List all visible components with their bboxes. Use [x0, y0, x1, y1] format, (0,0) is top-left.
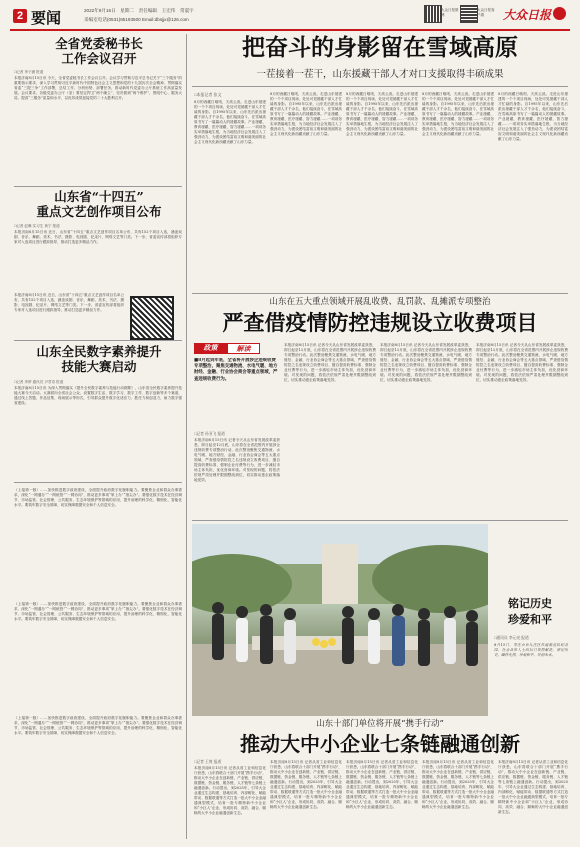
mid-intro: ■8月起到年底，全省将开展涉企违规收费专项整治，聚焦交通物流、水电气暖、地方财经、金融、行业协会商会等重点领域，严查违规收费行为。 — [194, 358, 278, 382]
page-number-badge: 2 — [13, 9, 27, 23]
lower-left-body-1: （上接第一版）……加快推进数字政府建设，全面提升政府数字化履职能力。要聚焦企业和群众办事需求，深化“一网通办”“一网统管”“一网协同”，推动更多事项“掌上办”“指尖办”。要强化数字技术在经济调节、市场监管、社会管理、公共服务、生态环境保护等领域的应用，提升治理的科学化、精细化、智能化水平。要筑牢数字安全屏障，切实保障数据安全和个人信息安全。 — [14, 488, 182, 507]
photo-caption-byline: □通讯员 李元亮 报道 — [494, 636, 529, 640]
masthead — [0, 0, 580, 30]
main-body-col4: 8月的西藏日喀则，天高云淡。走进山东援建的一个个项目现场，处处可见援藏干部人才忙碌的身影。自1995年以来，山东先后派出援藏干部人才千余名，他们接续奋斗，在雪域高原书写了一篇篇动人的援藏故事。产业援藏、教育援藏、医疗援藏、智力援藏……一项项务实举措落地生根，为当地经济社会发展注入了强劲动力，为建设团结富裕文明和谐美丽的社会主义现代化新西藏贡献了山东力量。 — [422, 92, 494, 136]
mid-body-col2: 本报济南8月15日讯 记者今天从山东省发展改革委获悉，即日起至12月底，山东将在全省范围内开展涉企违规收费专项整治行动。此次整治聚焦交通物流、水电气暖、地方财经、金融、行业协会商会等五大重点领域，严查借疫情防控之名违规设立收费项目、擅自提高收费标准、强制企业付费等行为，进一步减轻市场主体负担，优化营商环境。对发现的问题，将依法依规严肃处理并限期整改到位，切实推动惠企政策落地见效。 — [284, 343, 376, 382]
mid-section-rule — [192, 520, 568, 521]
story1-byline: □记者 李子涵 报道 — [14, 70, 44, 74]
memorial-scene-drawing — [192, 524, 488, 716]
mid-body-col1: 本报济南8月15日讯 记者今天从山东省发展改革委获悉，即日起至12月底，山东将在全省范围内开展涉企违规收费专项整治行动。此次整治聚焦交通物流、水电气暖、地方财经、金融、行业协会商会等五大重点领域，严查借疫情防控之名违规设立收费项目、擅自提高收费标准、强制企业付费等行为，进一步减轻市场主体负担，优化营商环境。对发现的问题，将依法依规严肃处理并限期整改到位，切实推动惠企政策落地见效。 — [194, 438, 280, 482]
main-subtitle: 一茬接着一茬干，山东援藏干部人才对口支援取得丰硕成果 — [256, 69, 504, 80]
bottom-body-col5: 本报济南8月15日讯 记者从省工业和信息化厅获悉，山东将联合十部门开展“携手行动”，推动大中小企业在创新链、产业链、供应链、数据链、资金链、服务链、人才链等七条链上融通创新。行动提出，到2025年，引导大企业通过生态构建、基地培育、内部孵化、赋能带动、数据联通等方式打造一批大中小企业融通典型模式，培育一批专精特新中小企业和“小巨人”企业，形成协同、高效、融合、顺畅的大中小企业融通创新生态。 — [498, 760, 568, 814]
qr-code-1-label: 大众日报微博 — [441, 8, 459, 17]
mid-byline: □记者 孙亚飞 报道 — [194, 432, 225, 436]
policy-tag-label-2: 解读 — [227, 343, 260, 354]
story2-rule — [14, 340, 182, 341]
mid-headline: 严查借疫情防控违规设立收费项目 — [222, 310, 538, 335]
bottom-headline: 推动大中小企业七条链融通创新 — [240, 732, 520, 756]
bottom-body-col3: 本报济南8月15日讯 记者从省工业和信息化厅获悉，山东将联合十部门开展“携手行动”，推动大中小企业在创新链、产业链、供应链、数据链、资金链、服务链、人才链等七条链上融通创新。行动提出，到2025年，引导大企业通过生态构建、基地培育、内部孵化、赋能带动、数据联通等方式打造一批大中小企业融通典型模式，培育一批专精特新中小企业和“小巨人”企业，形成协同、高效、融合、顺畅的大中小企业融通创新生态。 — [346, 760, 418, 809]
policy-tag-label: 政策 — [194, 343, 227, 354]
story1-body: 本报济南8月15日讯 今天，全省党委秘书长工作会议召开。会议学习贯彻习近平总书记关于“三个服务”的重要指示要求，深入学习贯彻习近平新时代中国特色社会主义思想和党的十九届历次全会精神，贯彻落实省委“三提三争”工作部署，总结工作、分析形势、部署任务，推动新时代党委办公厅系统工作高质量发展。会议要求，各级党委办公厅（室）要坚定捍卫“两个确立”、坚决做到“两个维护”，围绕中心、服务大局，提高“三服务”质量和水平，以优异成绩迎接党的二十大胜利召开。 — [14, 76, 182, 100]
story2-title: 山东省“十四五” 重点文艺创作项目公布 — [36, 189, 162, 219]
masthead-divider — [10, 29, 570, 31]
story2-byline: □记者 赵琳 实习生 黄宁 报道 — [14, 224, 60, 228]
story2-body-cont: 本报济南8月15日讯 近日，山东省“十四五”重点文艺创作项目名单公布，共有152个项目入选，涵盖戏剧、音乐、舞蹈、美术、书法、摄影、电视剧、纪录片、网络文艺等门类。下一步，省委宣传部将组织专家对入选项目进行跟踪指导，推动打造更多精品力作。 — [14, 293, 124, 312]
date-line: 2022年8月16日 星期二 责任编辑 王宏伟 常震宇 — [84, 8, 194, 13]
story3-rule — [14, 482, 182, 483]
memorial-photo — [192, 524, 488, 716]
bottom-body-col4: 本报济南8月15日讯 记者从省工业和信息化厅获悉，山东将联合十部门开展“携手行动”，推动大中小企业在创新链、产业链、供应链、数据链、资金链、服务链、人才链等七条链上融通创新。行动提出，到2025年，引导大企业通过生态构建、基地培育、内部孵化、赋能带动、数据联通等方式打造一批大中小企业融通典型模式，培育一批专精特新中小企业和“小巨人”企业，形成协同、高效、融合、顺畅的大中小企业融通创新生态。 — [422, 760, 494, 809]
qr-code-1 — [424, 5, 442, 23]
paper-logo: 大众日报 — [503, 8, 552, 22]
contact-line: 采编室电话(0531)85193500 Email:dbsjjx@126.com — [84, 17, 189, 22]
lower-left-body-2: （上接第一版）……加快推进数字政府建设，全面提升政府数字化履职能力。要聚焦企业和群众办事需求，深化“一网通办”“一网统管”“一网协同”，推动更多事项“掌上办”“指尖办”。要强化数字技术在经济调节、市场监管、社会管理、公共服务、生态环境保护等领域的应用，提升治理的科学化、精细化、智能化水平。要筑牢数字安全屏障，切实保障数据安全和个人信息安全。 — [14, 602, 182, 621]
lower-left-body-3: （上接第一版）……加快推进数字政府建设，全面提升政府数字化履职能力。要聚焦企业和群众办事需求，深化“一网通办”“一网统管”“一网协同”，推动更多事项“掌上办”“指尖办”。要强化数字技术在经济调节、市场监管、社会管理、公共服务、生态环境保护等领域的应用，提升治理的科学化、精细化、智能化水平。要筑牢数字安全屏障，切实保障数据安全和个人信息安全。 — [14, 716, 182, 735]
main-section-rule — [192, 293, 568, 294]
bottom-kicker: 山东十部门单位将开展“携手行动” — [316, 719, 444, 729]
story2-body: 本报济南8月15日讯 近日，山东省“十四五”重点文艺创作项目名单公布，共有152个项目入选，涵盖戏剧、音乐、舞蹈、美术、书法、摄影、电视剧、纪录片、网络文艺等门类。下一步，省委宣传部将组织专家对入选项目进行跟踪指导，推动打造更多精品力作。 — [14, 230, 182, 244]
qr-code-2 — [460, 5, 478, 23]
qr-code-2-label: 大众日报客户端 — [477, 8, 495, 17]
bottom-body-col2: 本报济南8月15日讯 记者从省工业和信息化厅获悉，山东将联合十部门开展“携手行动”，推动大中小企业在创新链、产业链、供应链、数据链、资金链、服务链、人才链等七条链上融通创新。行动提出，到2025年，引导大企业通过生态构建、基地培育、内部孵化、赋能带动、数据联通等方式打造一批大中小企业融通典型模式，培育一批专精特新中小企业和“小巨人”企业，形成协同、高效、融合、顺畅的大中小企业融通创新生态。 — [270, 760, 342, 809]
main-body-col2: 8月的西藏日喀则，天高云淡。走进山东援建的一个个项目现场，处处可见援藏干部人才忙碌的身影。自1995年以来，山东先后派出援藏干部人才千余名，他们接续奋斗，在雪域高原书写了一篇篇动人的援藏故事。产业援藏、教育援藏、医疗援藏、智力援藏……一项项务实举措落地生根，为当地经济社会发展注入了强劲动力，为建设团结富裕文明和谐美丽的社会主义现代化新西藏贡献了山东力量。 — [270, 92, 342, 136]
story1-title: 全省党委秘书长 工作会议召开 — [55, 36, 143, 66]
main-body-col3: 8月的西藏日喀则，天高云淡。走进山东援建的一个个项目现场，处处可见援藏干部人才忙碌的身影。自1995年以来，山东先后派出援藏干部人才千余名，他们接续奋斗，在雪域高原书写了一篇篇动人的援藏故事。产业援藏、教育援藏、医疗援藏、智力援藏……一项项务实举措落地生根，为当地经济社会发展注入了强劲动力，为建设团结富裕文明和谐美丽的社会主义现代化新西藏贡献了山东力量。 — [346, 92, 418, 136]
story3-byline: □记者 李梦 通讯员 尹君奇 报道 — [14, 380, 64, 384]
story3-title: 山东全民数字素养提升 技能大赛启动 — [36, 344, 162, 374]
story1-rule — [14, 186, 182, 187]
photo-caption-title: 铭记历史 珍爱和平 — [508, 597, 552, 626]
policy-tag — [194, 343, 260, 354]
main-body-col5: 8月的西藏日喀则，天高云淡。走进山东援建的一个个项目现场，处处可见援藏干部人才忙碌的身影。自1995年以来，山东先后派出援藏干部人才千余名，他们接续奋斗，在雪域高原书写了一篇篇动人的援藏故事。产业援藏、教育援藏、医疗援藏、智力援藏……一项项务实举措落地生根，为当地经济社会发展注入了强劲动力，为建设团结富裕文明和谐美丽的社会主义现代化新西藏贡献了山东力量。 — [498, 92, 568, 141]
bottom-body-col1: 本报济南8月15日讯 记者从省工业和信息化厅获悉，山东将联合十部门开展“携手行动”，推动大中小企业在创新链、产业链、供应链、数据链、资金链、服务链、人才链等七条链上融通创新。行动提出，到2025年，引导大企业通过生态构建、基地培育、内部孵化、赋能带动、数据联通等方式打造一批大中小企业融通典型模式，培育一批专精特新中小企业和“小巨人”企业，形成协同、高效、融合、顺畅的大中小企业融通创新生态。 — [194, 766, 266, 815]
photo-caption-body: 8月15日，枣庄市台儿庄区铁道游击队纪念园，社会各界人士向抗日英烈献花，铭记历史、缅怀先烈，珍爱和平、开创未来。 — [494, 643, 568, 657]
main-byline: □本报记者 张文 — [194, 92, 222, 97]
mid-body-col4: 本报济南8月15日讯 记者今天从山东省发展改革委获悉，即日起至12月底，山东将在全省范围内开展涉企违规收费专项整治行动。此次整治聚焦交通物流、水电气暖、地方财经、金融、行业协会商会等五大重点领域，严查借疫情防控之名违规设立收费项目、擅自提高收费标准、强制企业付费等行为，进一步减轻市场主体负担，优化营商环境。对发现的问题，将依法依规严肃处理并限期整改到位，切实推动惠企政策落地见效。 — [476, 343, 568, 382]
paper-logo-mark — [553, 7, 566, 20]
mid-kicker: 山东在五大重点领域开展乱收费、乱罚款、乱摊派专项整治 — [269, 297, 491, 307]
main-head-rule — [192, 86, 568, 87]
main-body-col1: 8月的西藏日喀则，天高云淡。走进山东援建的一个个项目现场，处处可见援藏干部人才忙碌的身影。自1995年以来，山东先后派出援藏干部人才千余名，他们接续奋斗，在雪域高原书写了一篇篇动人的援藏故事。产业援藏、教育援藏、医疗援藏、智力援藏……一项项务实举措落地生根，为当地经济社会发展注入了强劲动力，为建设团结富裕文明和谐美丽的社会主义现代化新西藏贡献了山东力量。 — [194, 100, 266, 144]
mid-body-col3: 本报济南8月15日讯 记者今天从山东省发展改革委获悉，即日起至12月底，山东将在全省范围内开展涉企违规收费专项整治行动。此次整治聚焦交通物流、水电气暖、地方财经、金融、行业协会商会等五大重点领域，严查借疫情防控之名违规设立收费项目、擅自提高收费标准、强制企业付费等行为，进一步减轻市场主体负担，优化营商环境。对发现的问题，将依法依规严肃处理并限期整改到位，切实推动惠企政策落地见效。 — [380, 343, 472, 382]
left-column-divider — [186, 34, 187, 839]
story2-qr-code — [130, 296, 174, 340]
story3-body: 本报济南8月15日讯 为深入贯彻落实《提升全民数字素养与技能行动纲要》，山东省全民数字素养提升技能大赛今天启动。大赛面向全省社会公众，设置数字生活、数字学习、数字工作、数字创新等多个赛道，通过线上答题、作品征集、现场展示等形式，引导群众提升数字化适应力、胜任力和创造力，助力数字强省建设。 — [14, 386, 182, 405]
bottom-byline: □记者 王爽 报道 — [194, 760, 222, 764]
main-headline: 把奋斗的身影留在雪域高原 — [242, 34, 518, 61]
section-title: 要闻 — [31, 9, 62, 27]
